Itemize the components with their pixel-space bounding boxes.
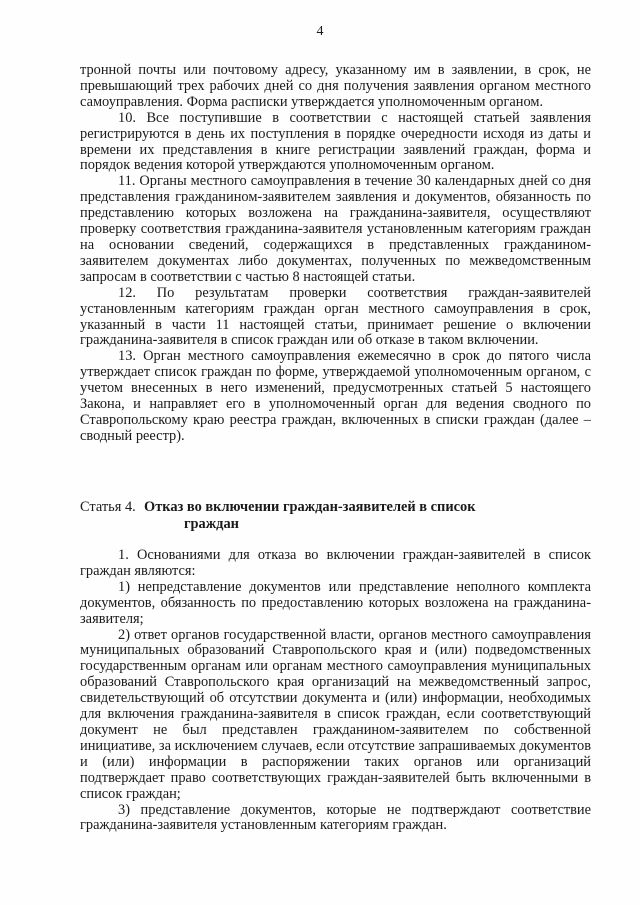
article-heading	[80, 499, 600, 533]
list-item-1: 1) непредставление документов или представление неполного комплекта документов, обязанность по предоставлению которых возложена на гражданина-заявителя;	[80, 578, 591, 627]
top-paragraphs	[80, 63, 591, 445]
article-title: Отказ во включении граждан-заявителей в список	[144, 499, 476, 515]
article-paragraph-1: 1. Основаниями для отказа во включении граждан-заявителей в список граждан являются:	[80, 547, 591, 579]
paragraph-continuation: тронной почты или почтовому адресу, указанному им в заявлении, в срок, не превышающий трех рабочих дней со дня получения заявления органом местного самоуправления. Форма расписки утверждается уполномоченным органом.	[80, 62, 591, 110]
article-title-continuation: граждан	[184, 516, 239, 532]
list-item-2: 2) ответ органов государственной власти, органов местного самоуправления муниципальных образований Ставропольского края и (или) подведомственных государственным органам или органам местного самоуправления муниципальных образований Ставропольского края организаций на межведомственный запрос, свидетельствующий об отсутствии документа и (или) информации, необходимых для включения гражданина-заявителя в список граждан, если соответствующий документ не был представлен гражданином-заявителем по собственной инициативе, за исключением случаев, если отсутствие запрашиваемых документов и (или) информации в распоряжении таких органов или организаций подтверждает право соответствующих граждан-заявителей быть включенными в список граждан;	[80, 626, 591, 802]
article-number: Статья 4.	[80, 499, 136, 515]
paragraph-13: 13. Орган местного самоуправления ежемесячно в срок до пятого числа утверждает список граждан по форме, утверждаемой уполномоченным органом, с учетом внесенных в него изменений, предусмотренных статьей 5 настоящего Закона, и направляет его в уполномоченный орган для ведения сводного по Ставропольскому краю реестра граждан, включенных в списки граждан (далее – сводный реестр).	[80, 348, 591, 444]
list-item-3: 3) представление документов, которые не подтверждают соответствие гражданина-заявителя установленным категориям граждан.	[80, 801, 591, 834]
paragraph-10: 10. Все поступившие в соответствии с настоящей статьей заявления регистрируются в день их поступления в порядке очередности исходя из даты и времени их представления в книге регистрации заявлений граждан, форма и порядок ведения которой утверждаются уполномоченным органом.	[80, 109, 591, 174]
page-number: 4	[316, 24, 324, 39]
paragraph-11: 11. Органы местного самоуправления в течение 30 календарных дней со дня представления гражданином-заявителем заявления и документов, обязанность по представлению которых возложена на гражданина-заявителя, осуществляют проверку соответствия гражданина-заявителя установленным категориям граждан на основании сведений, содержащихся в представленных гражданином-заявителем документах либо документах, полученных по межведомственным запросам в соответствии с частью 8 настоящей статьи.	[80, 173, 591, 285]
bottom-paragraphs	[80, 548, 591, 834]
paragraph-12: 12. По результатам проверки соответствия граждан-заявителей установленным категориям граждан орган местного самоуправления в срок, указанный в части 11 настоящей статьи, принимает решение о включении гражданина-заявителя в список граждан или об отказе в таком включении.	[80, 284, 591, 349]
